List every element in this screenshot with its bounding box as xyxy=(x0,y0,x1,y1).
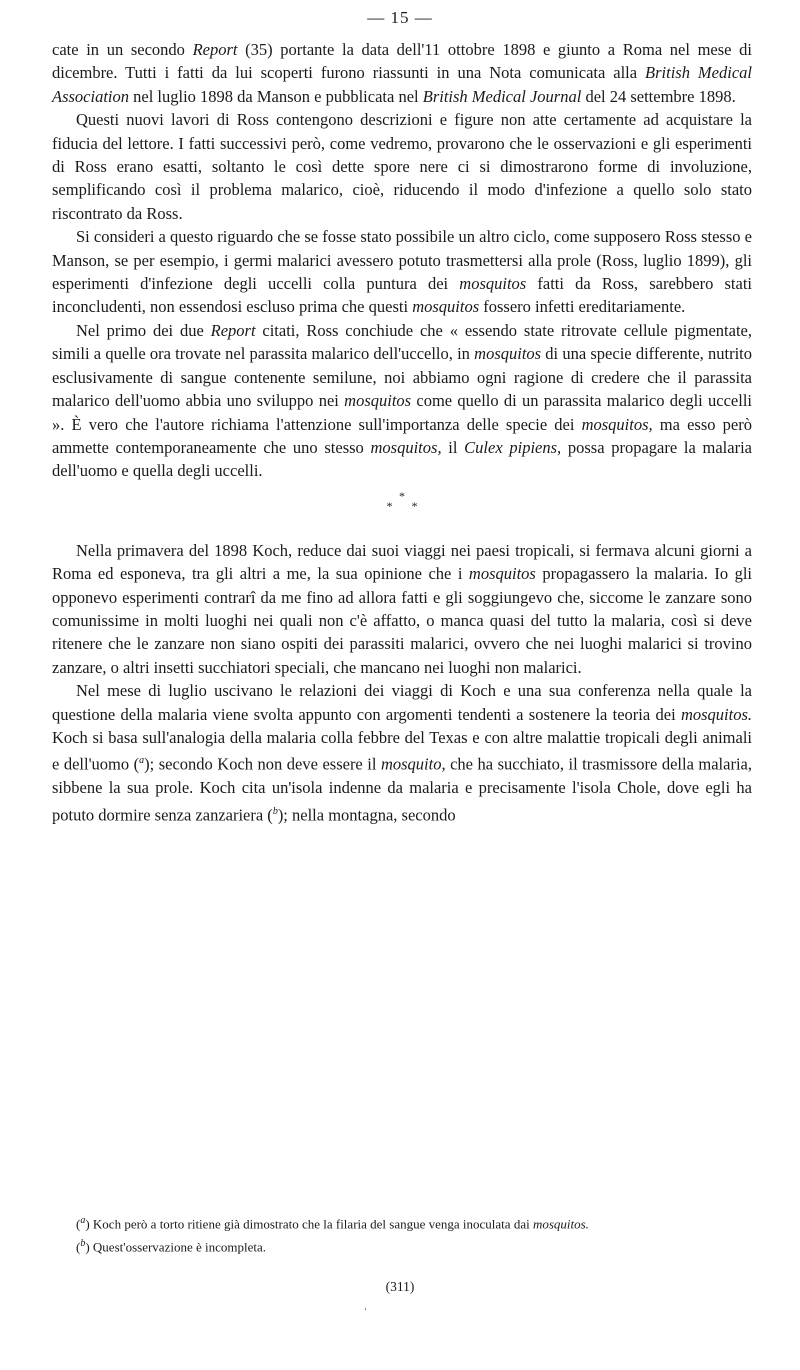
italic-run: a xyxy=(139,755,145,767)
italic-run: mosquitos xyxy=(344,391,412,411)
italic-run: mosquitos. xyxy=(680,704,752,724)
italic-run: mosquito, xyxy=(380,754,446,774)
text-run: il xyxy=(441,437,465,457)
italic-run: mosquitos, xyxy=(370,437,442,457)
paragraph xyxy=(52,225,752,319)
body-text xyxy=(52,38,752,827)
paragraph xyxy=(52,539,752,679)
section-asterism xyxy=(52,488,752,513)
italic-run: mosquitos, xyxy=(581,414,653,434)
text-run: ) Koch però a torto ritiene già dimostrato che la filaria del sangue venga inoculata dai xyxy=(85,1216,533,1232)
text-run: fossero infetti ereditariamente. xyxy=(479,297,686,317)
text-run: fatti da Ross, sarebbero stati inconcludenti, non essendosi escluso prima che questi xyxy=(52,274,753,317)
stray-mark: ʻ xyxy=(364,1306,367,1316)
text-run: (35) portante la data dell'11 ottobre 1898 e giunto a Roma nel mese di dicembre. Tutti i fatti da lui scoperti furono riassunti in una Nota comunicata alla xyxy=(52,40,752,83)
paragraph xyxy=(52,679,752,826)
italic-run: mosquitos xyxy=(468,564,536,584)
text-run: Questi nuovi lavori di Ross contengono descrizioni e figure non atte certamente ad acquistare la fiducia del lettore. I fatti successivi però, come vedremo, provarono che le osservazioni e gli esperimenti di Ross erano esatti, soltanto le così dette spore nere ci si dimostrarono forme di involuzione, semplificando così il problema malarico, cioè, riducendo il modo d'infezione a quello solo stato riscontrato da Ross. xyxy=(52,110,752,223)
text-run: citati, Ross conchiude che « essendo state ritrovate cellule pigmentate, simili a quelle ora trovate nel parassita malarico dell'uccello, in xyxy=(52,320,752,364)
italic-run: b xyxy=(80,1238,86,1250)
paragraph xyxy=(52,319,752,483)
text-run: ) Quest'osservazione è incompleta. xyxy=(85,1239,267,1255)
paragraph xyxy=(52,108,752,225)
italic-run: British Medical Journal xyxy=(422,86,582,106)
italic-run: mosquitos xyxy=(474,344,542,364)
italic-run: Report xyxy=(210,320,256,340)
italic-run: mosquitos xyxy=(412,297,480,317)
italic-run: mosquitos xyxy=(459,274,527,294)
printer-signature: (311) xyxy=(385,1279,415,1294)
text-run: ); secondo Koch non deve essere il xyxy=(144,754,381,774)
footnote xyxy=(52,1211,752,1234)
text-run: propagassero la malaria. Io gli opponevo esperimenti contrarî da me fino ad allora fatti e gli soggiungevo che, siccome le zanzare sono comunissime in molti luoghi nei quali non c'è affatto, o manca quasi del tutto la malaria, così si deve ritenere che le zanzare non siano ospiti dei parassiti malarici, ovvero che nei luoghi malarici si trovino zanzare, o altri insetti succhiatori speciali, che mancano nei luoghi non malarici. xyxy=(52,564,752,677)
asterism-top: * xyxy=(399,488,405,503)
text-run: Si consideri a questo riguardo che se fosse stato possibile un altro ciclo, come supposero Ross stesso e Manson, se per esempio, i germi malarici avessero potuto trasmettersi alla prole (Ross, luglio 1899), gli esperimenti d'infezione degli uccelli colla puntura dei xyxy=(52,227,752,294)
italic-run: Culex pipiens, xyxy=(464,437,562,457)
italic-run: British Medical Association xyxy=(52,63,752,106)
text-run: ( xyxy=(76,1239,81,1255)
page-number: — 15 — xyxy=(367,8,433,27)
asterism-bottom: * * xyxy=(386,498,426,513)
paragraph xyxy=(52,38,752,108)
text-run: Nella primavera del 1898 Koch, reduce dai suoi viaggi nei paesi tropicali, si fermava alcuni giorni a Roma ed esponeva, tra gli altri a me, la sua opinione che i xyxy=(52,540,752,584)
italic-run: mosquitos. xyxy=(532,1216,589,1232)
text-run: cate in un secondo xyxy=(52,40,193,59)
text-run: che ha succhiato, il trasmissore della malaria, sibbene la sua prole. Koch cita un'isola indenne da malaria e precisamente l'isola Chole, dove egli ha potuto dormire senza zanzariera ( xyxy=(52,754,752,825)
text-run: del 24 settembre 1898. xyxy=(581,86,736,106)
italic-run: a xyxy=(80,1215,86,1226)
text-run: di una specie differente, nutrito esclusivamente di sangue contenente semilune, noi abbiamo ogni ragione di credere che il parassita malarico dell'uomo abbia uno sviluppo nei xyxy=(52,344,752,411)
footnotes xyxy=(52,1211,752,1258)
footnote xyxy=(52,1234,752,1257)
italic-run: Report xyxy=(192,40,238,59)
text-run: possa propagare la malaria dell'uomo e quella degli uccelli. xyxy=(52,437,752,481)
text-run: Nel primo dei due xyxy=(76,320,211,340)
text-run: nel luglio 1898 da Manson e pubblicata nel xyxy=(129,86,423,106)
text-run: come quello di un parassita malarico degli uccelli ». È vero che l'autore richiama l'attenzione sull'importanza delle specie dei xyxy=(52,391,753,434)
text-run: ); nella montagna, secondo xyxy=(277,805,456,825)
text-run: Nel mese di luglio uscivano le relazioni dei viaggi di Koch e una sua conferenza nella quale la questione della malaria viene svolta appunto con argomenti tendenti a sostenere la teoria dei xyxy=(52,681,752,724)
text-run: ma esso però ammette contemporaneamente che uno stesso xyxy=(52,414,752,457)
italic-run: b xyxy=(272,805,278,817)
text-run: Koch si basa sull'analogia della malaria colla febbre del Texas e con altre malattie tropicali degli animali e dell'uomo ( xyxy=(52,727,752,774)
text-run: ( xyxy=(76,1216,81,1232)
